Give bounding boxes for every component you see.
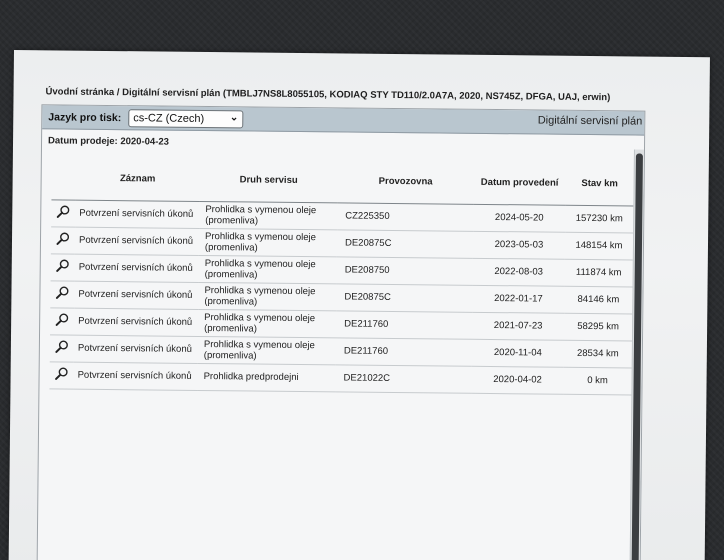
odometer-cell: 28534 km [564,340,632,368]
record-cell: Potvrzení servisních úkonů [74,281,198,309]
magnifier-icon[interactable] [51,226,75,253]
language-label: Jazyk pro tisk: [48,111,122,125]
magnifier-icon[interactable] [51,199,75,226]
magnifier-icon[interactable] [51,253,75,280]
record-cell: Potvrzení servisních úkonů [73,362,197,390]
sale-date: Datum prodeje: 2020-04-23 [47,135,170,148]
service-records-table [49,157,633,395]
odometer-cell: 111874 km [565,259,633,287]
workshop-cell: DE20875C [336,283,472,311]
service-type-cell: Prohlidka s vymenou oleje (promenliva) [199,255,337,283]
table-row [49,361,631,394]
panel-title: Digitální servisní plán [537,114,643,128]
odometer-cell: 148154 km [565,232,633,260]
odometer-cell: 0 km [563,367,631,395]
workshop-cell: DE21022C [335,364,471,392]
service-type-cell: Prohlidka s vymenou oleje (promenliva) [199,228,337,256]
record-cell: Potvrzení servisních úkonů [75,227,199,255]
date-cell: 2022-01-17 [472,285,564,313]
record-cell: Potvrzení servisních úkonů [75,200,199,228]
workshop-cell: DE211760 [336,310,472,338]
service-type-cell: Prohlidka s vymenou oleje (promenliva) [199,201,337,229]
service-type-cell: Prohlidka predprodejni [197,363,335,391]
record-cell: Potvrzení servisních úkonů [74,308,198,336]
workshop-cell: CZ225350 [337,202,473,230]
chevron-down-icon: ⌄ [229,112,239,124]
column-header-record: Záznam [75,158,199,201]
breadcrumb: Úvodní stránka / Digitální servisní plán (TMBLJ7NS8L8055105, KODIAQ STY TD110/2.0A7A, 2020, NS745Z, DFGA, UAJ, erwin) [45,86,611,104]
odometer-cell: 58295 km [564,313,632,341]
toolbar [42,105,644,135]
date-cell: 2024-05-20 [473,204,565,232]
scrollbar-thumb[interactable] [632,154,643,560]
column-header-odometer: Stav km [565,163,633,206]
record-cell: Potvrzení servisních úkonů [75,254,199,282]
service-type-cell: Prohlidka s vymenou oleje (promenliva) [198,309,336,337]
service-type-cell: Prohlidka s vymenou oleje (promenliva) [198,336,336,364]
language-select[interactable] [128,109,243,128]
workshop-cell: DE208750 [337,256,473,284]
odometer-cell: 157230 km [565,205,633,233]
service-type-cell: Prohlidka s vymenou oleje (promenliva) [198,282,336,310]
magnifier-icon[interactable] [49,361,73,388]
magnifier-icon[interactable] [50,334,74,361]
table-header-row [51,157,633,205]
column-header-service-type: Druh servisu [199,159,337,202]
workshop-cell: DE20875C [337,229,473,257]
date-cell: 2023-05-03 [473,231,565,259]
printed-page [9,50,710,560]
date-cell: 2020-04-02 [471,366,563,394]
language-select-value: cs-CZ (Czech) [133,112,205,125]
odometer-cell: 84146 km [564,286,632,314]
column-header-workshop: Provozovna [337,160,473,203]
magnifier-icon[interactable] [50,280,74,307]
workshop-cell: DE211760 [336,337,472,365]
date-cell: 2021-07-23 [472,312,564,340]
date-cell: 2020-11-04 [472,339,564,367]
record-cell: Potvrzení servisních úkonů [74,335,198,363]
date-cell: 2022-08-03 [473,258,565,286]
magnifier-icon[interactable] [50,307,74,334]
column-header-date: Datum provedení [473,162,565,205]
service-plan-panel [37,104,646,560]
